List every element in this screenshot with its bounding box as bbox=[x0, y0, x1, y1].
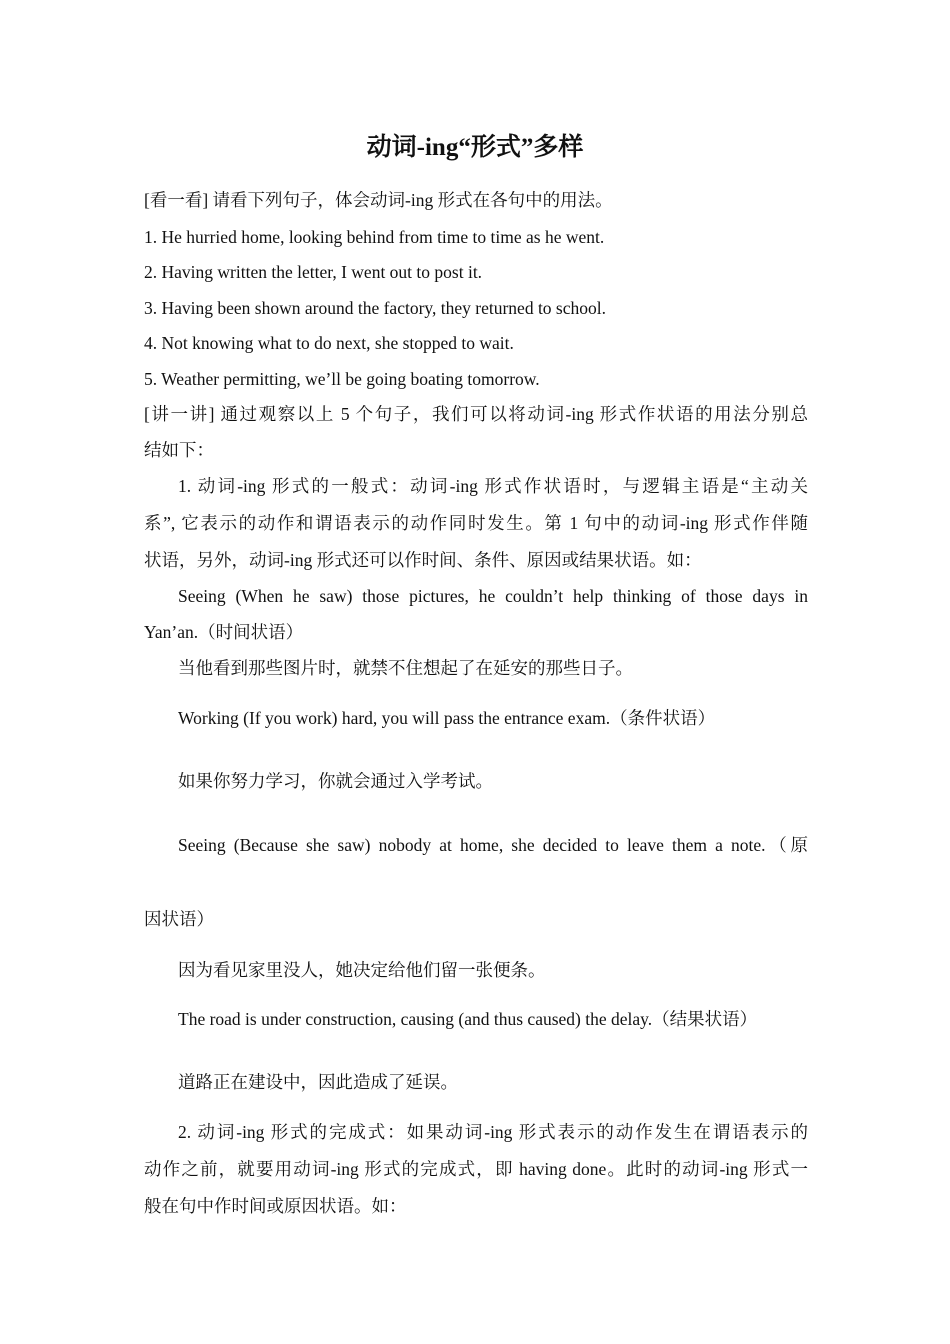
reason-example-line-1: Seeing (Because she saw) nobody at home, she decided to leave them a note.（原 bbox=[178, 835, 808, 855]
example-sentence-1: 1. He hurried home, looking behind from time to time as he went. bbox=[144, 227, 605, 247]
intro-line: [看一看] 请看下列句子，体会动词-ing 形式在各句中的用法。 bbox=[144, 190, 613, 210]
explain-line-1: [讲一讲] 通过观察以上 5 个句子，我们可以将动词-ing 形式作状语的用法分别总 bbox=[144, 404, 808, 424]
point1-line-1: 1. 动词-ing 形式的一般式：动词-ing 形式作状语时，与逻辑主语是“主动关 bbox=[178, 476, 808, 496]
example-sentence-3: 3. Having been shown around the factory, they returned to school. bbox=[144, 298, 606, 318]
result-example: The road is under construction, causing (and thus caused) the delay.（结果状语） bbox=[178, 1009, 758, 1029]
point2-line-2: 动作之前，就要用动词-ing 形式的完成式，即 having done。此时的动词-ing 形式一 bbox=[144, 1159, 808, 1179]
reason-example-translation: 因为看见家里没人，她决定给他们留一张便条。 bbox=[178, 960, 546, 980]
condition-example-translation: 如果你努力学习，你就会通过入学考试。 bbox=[178, 771, 493, 791]
reason-example-line-2: 因状语） bbox=[144, 909, 214, 929]
explain-line-2: 结如下： bbox=[144, 440, 214, 460]
time-example-line-2: Yan’an.（时间状语） bbox=[144, 622, 304, 642]
example-sentence-2: 2. Having written the letter, I went out to post it. bbox=[144, 262, 483, 282]
page-title: 动词-ing“形式”多样 bbox=[366, 134, 584, 161]
condition-example: Working (If you work) hard, you will pass the entrance exam.（条件状语） bbox=[178, 708, 716, 728]
time-example-translation: 当他看到那些图片时，就禁不住想起了在延安的那些日子。 bbox=[178, 658, 633, 678]
point1-line-3: 状语，另外，动词-ing 形式还可以作时间、条件、原因或结果状语。如： bbox=[144, 550, 702, 570]
time-example-line-1: Seeing (When he saw) those pictures, he couldn’t help thinking of those days in bbox=[178, 586, 808, 606]
example-sentence-5: 5. Weather permitting, we’ll be going boating tomorrow. bbox=[144, 369, 540, 389]
point1-line-2: 系”, 它表示的动作和谓语表示的动作同时发生。第 1 句中的动词-ing 形式作伴随 bbox=[144, 513, 808, 533]
point2-line-3: 般在句中作时间或原因状语。如： bbox=[144, 1196, 407, 1216]
example-sentence-4: 4. Not knowing what to do next, she stopped to wait. bbox=[144, 333, 514, 353]
point2-line-1: 2. 动词-ing 形式的完成式：如果动词-ing 形式表示的动作发生在谓语表示的 bbox=[178, 1122, 808, 1142]
result-example-translation: 道路正在建设中，因此造成了延误。 bbox=[178, 1072, 458, 1092]
